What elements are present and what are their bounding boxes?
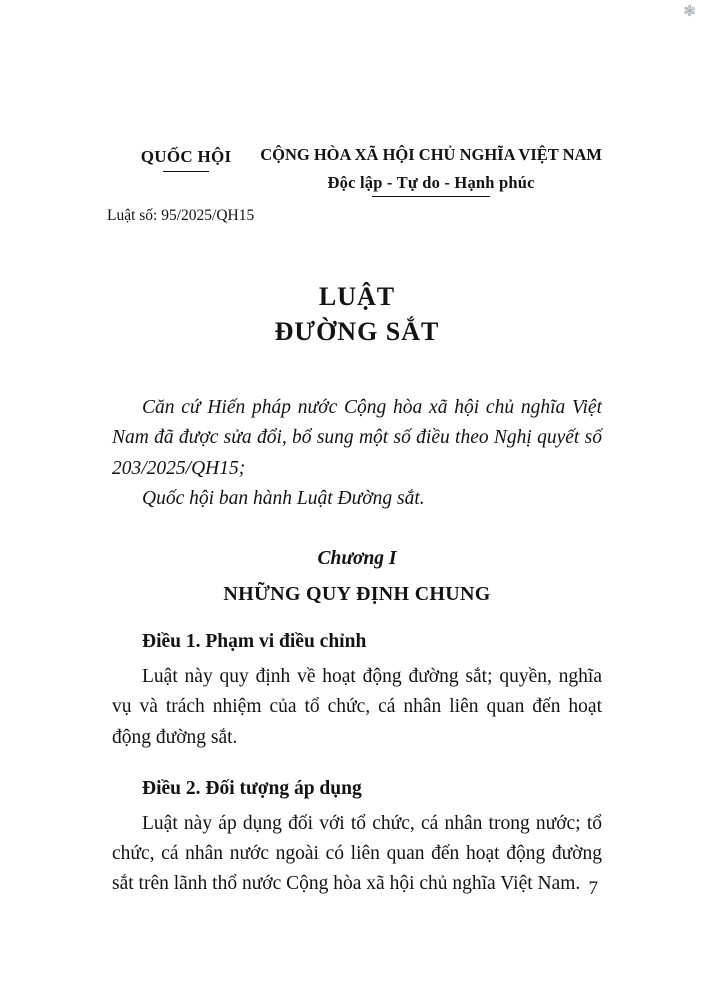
header-left [112,145,260,172]
title-line-1: LUẬT [318,282,396,311]
motto-underline [372,196,490,197]
article-1-body: Luật này quy định về hoạt động đường sắt; quyền, nghĩa vụ và trách nhiệm của tổ chức, cá nhân liên quan đến hoạt động đường sắt. [112,666,602,748]
chapter-label: Chương I [317,548,397,570]
national-title: CỘNG HÒA XÃ HỘI CHỦ NGHĨA VIỆT NAM [260,145,602,164]
law-number: Luật số: 95/2025/QH15 [107,207,255,224]
flower-icon: ❃ [683,4,696,20]
preamble-paragraph-1: Căn cứ Hiến pháp nước Cộng hòa xã hội chủ nghĩa Việt Nam đã được sửa đổi, bổ sung một số điều theo Nghị quyết số 203/2025/QH15; [112,397,602,479]
title-line-2: ĐƯỜNG SẮT [274,317,440,347]
page-number: 7 [588,878,598,899]
article-1 [112,631,602,753]
article-2 [112,778,602,900]
preamble-paragraph-2: Quốc hội ban hành Luật Đường sắt. [142,487,425,509]
article-2-body: Luật này áp dụng đối với tổ chức, cá nhân trong nước; tổ chức, cá nhân nước ngoài có liên quan đến hoạt động đường sắt trên lãnh thổ nước Cộng hòa xã hội chủ nghĩa Việt Nam. [112,812,602,895]
document-title [112,279,602,349]
header-right [260,145,602,197]
article-2-heading: Điều 2. Đối tượng áp dụng [142,777,362,799]
issuing-body: QUỐC HỘI [140,147,232,166]
national-motto: Độc lập - Tự do - Hạnh phúc [327,173,535,192]
org-underline [163,171,209,172]
chapter-title: NHỮNG QUY ĐỊNH CHUNG [223,583,491,606]
document-header [112,145,602,197]
article-1-heading: Điều 1. Phạm vi điều chỉnh [142,631,367,653]
preamble [112,393,602,514]
chapter-heading [112,548,602,606]
